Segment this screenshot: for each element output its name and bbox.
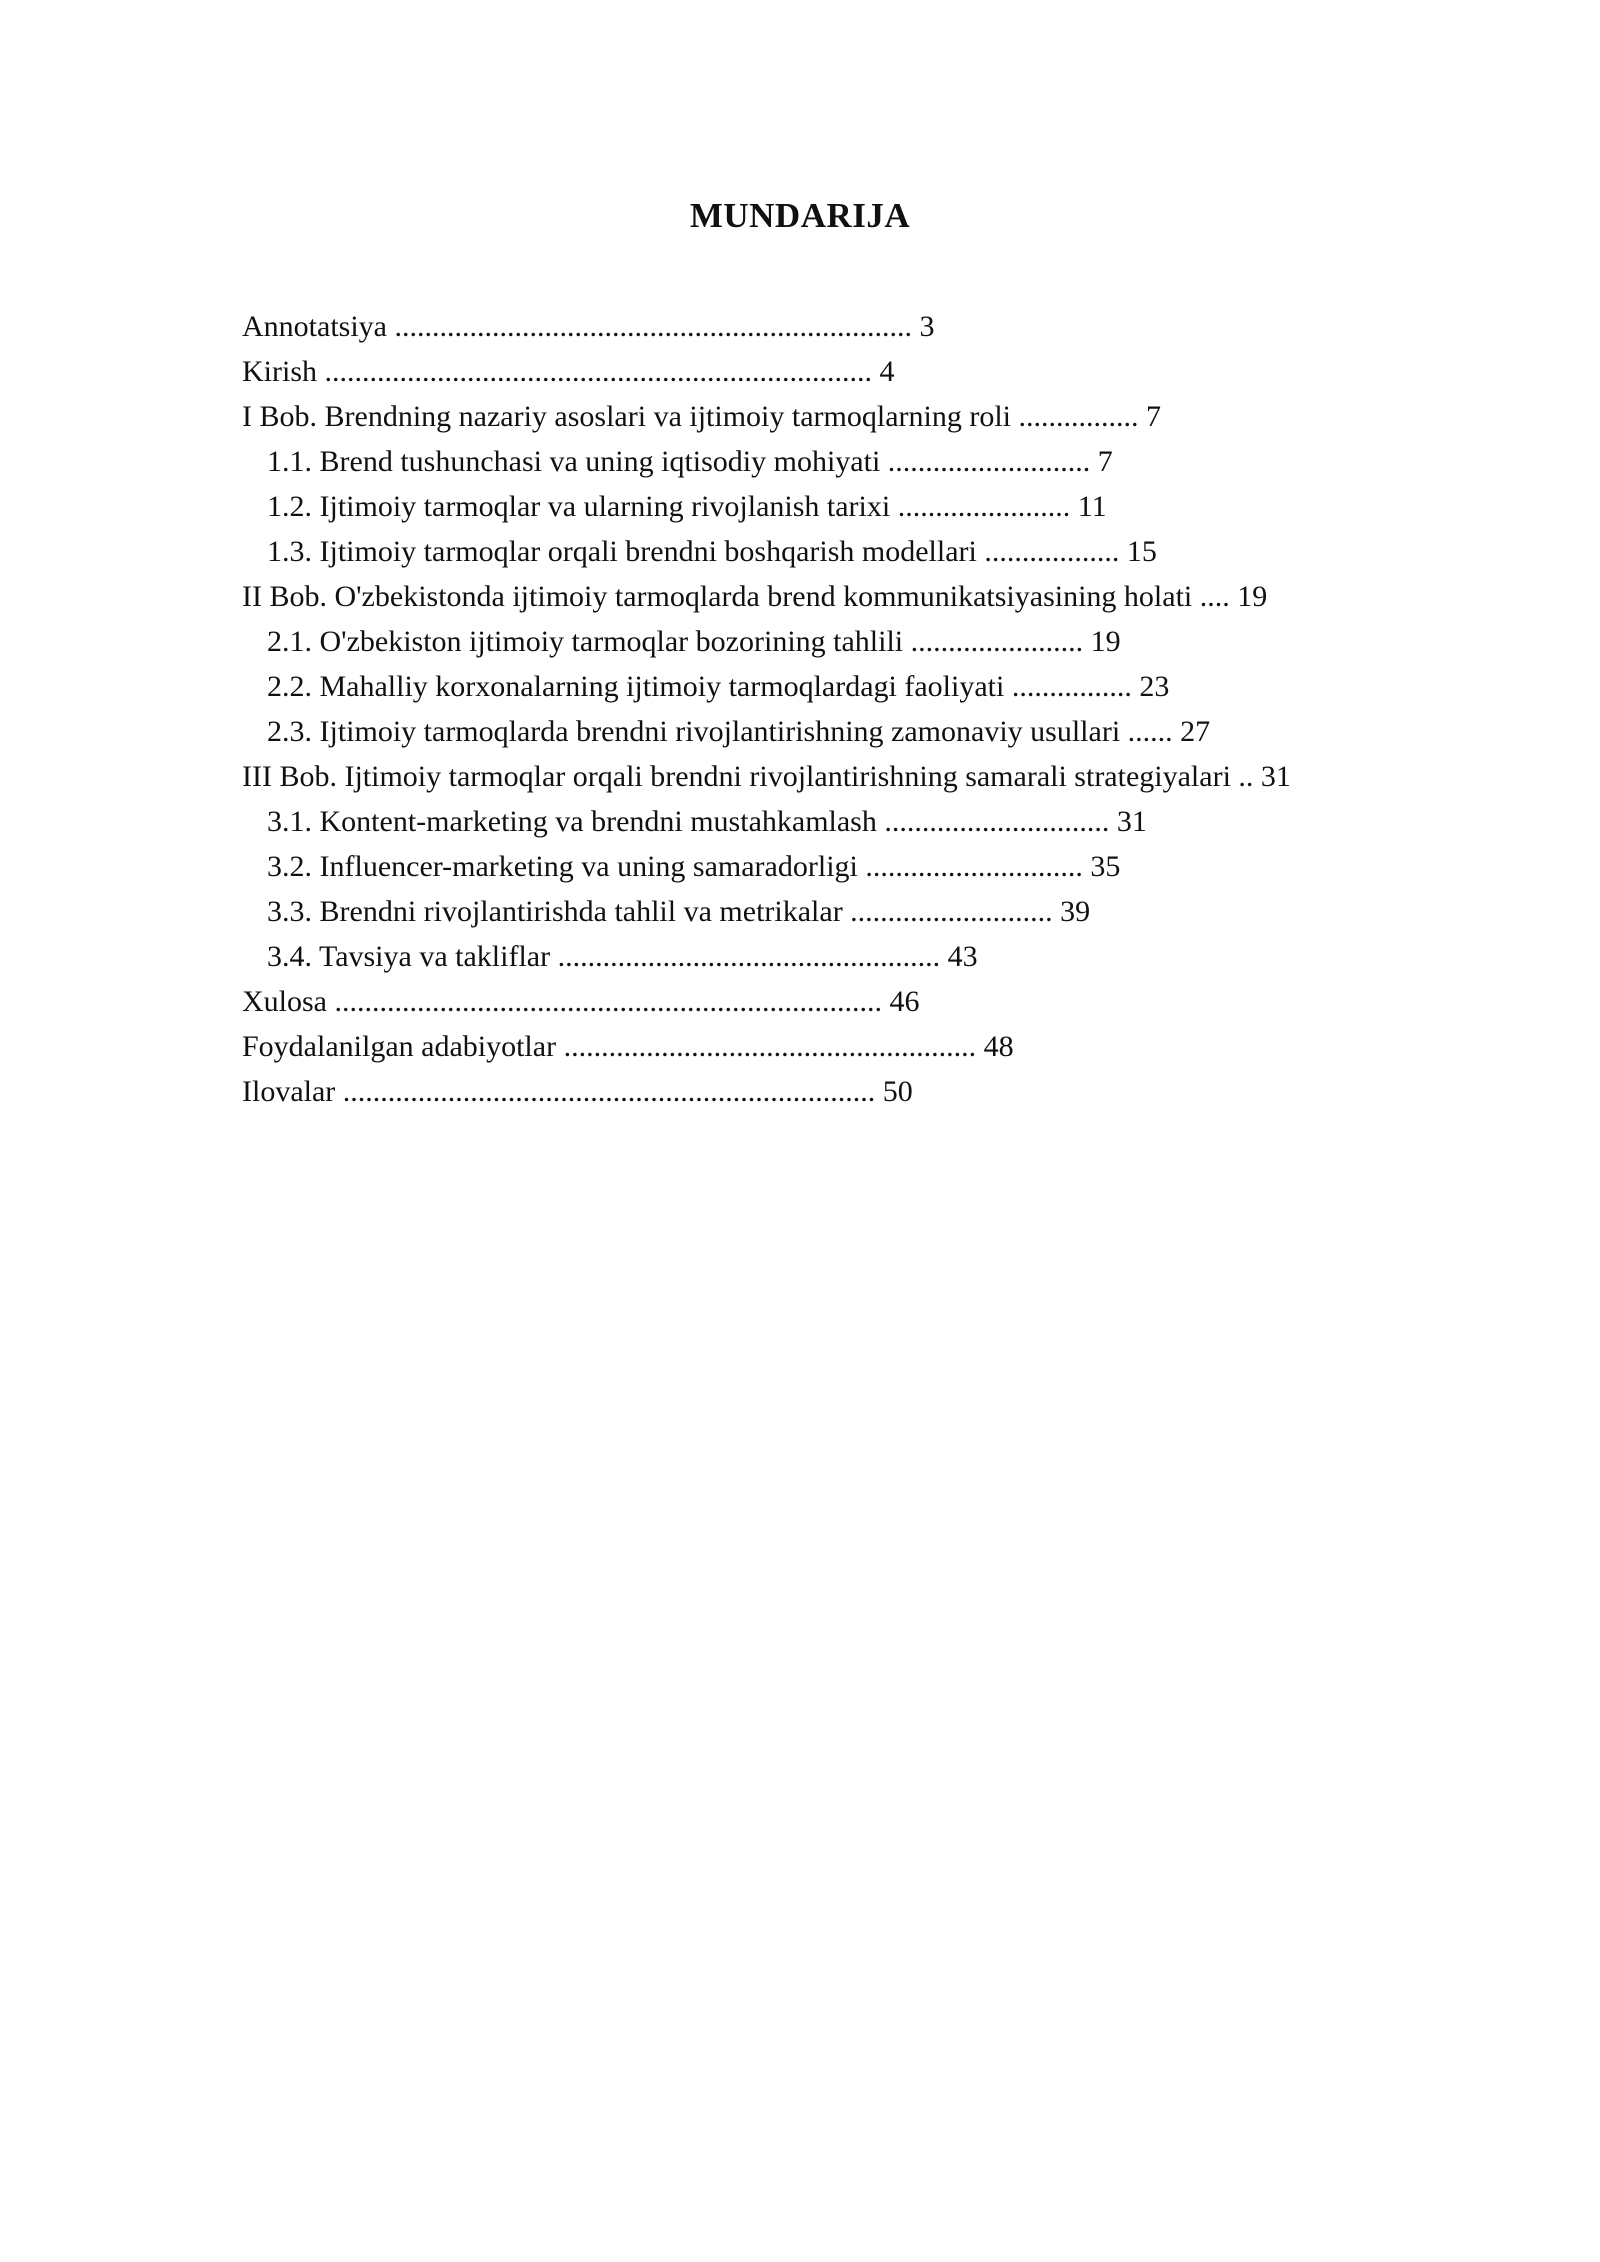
toc-entry-annotatsiya: Annotatsiya ..................................................................... 3 (242, 310, 935, 343)
toc-entry-kirish: Kirish ......................................................................... 4 (242, 355, 895, 388)
toc-entry-ilovalar: Ilovalar ....................................................................... 50 (242, 1075, 913, 1108)
toc-entry-section-2-1: 2.1. O'zbekiston ijtimoiy tarmoqlar bozorining tahlili ....................... 19 (267, 625, 1121, 658)
toc-entry-chapter-3: III Bob. Ijtimoiy tarmoqlar orqali brendni rivojlantirishning samarali strategiyalari .. 31 (242, 760, 1291, 793)
toc-entry-adabiyotlar: Foydalanilgan adabiyotlar ....................................................... 48 (242, 1030, 1014, 1063)
toc-entry-chapter-1: I Bob. Brendning nazariy asoslari va ijtimoiy tarmoqlarning roli ................ 7 (242, 400, 1161, 433)
page-title: MUNDARIJA (689, 196, 911, 235)
toc-entry-section-3-3: 3.3. Brendni rivojlantirishda tahlil va metrikalar ........................... 39 (267, 895, 1091, 928)
toc-entry-section-3-1: 3.1. Kontent-marketing va brendni mustahkamlash .............................. 31 (267, 805, 1147, 838)
toc-entry-section-2-2: 2.2. Mahalliy korxonalarning ijtimoiy tarmoqlardagi faoliyati ................ 23 (267, 670, 1170, 703)
toc-entry-section-1-2: 1.2. Ijtimoiy tarmoqlar va ularning rivojlanish tarixi ....................... 11 (267, 490, 1107, 523)
toc-entry-chapter-2: II Bob. O'zbekistonda ijtimoiy tarmoqlarda brend kommunikatsiyasining holati .... 19 (242, 580, 1268, 613)
toc-entry-section-3-2: 3.2. Influencer-marketing va uning samaradorligi ............................. 35 (267, 850, 1121, 883)
toc-entry-xulosa: Xulosa ......................................................................... 46 (242, 985, 920, 1018)
toc-entry-section-1-1: 1.1. Brend tushunchasi va uning iqtisodiy mohiyati ........................... 7 (267, 445, 1113, 478)
toc-entry-section-1-3: 1.3. Ijtimoiy tarmoqlar orqali brendni boshqarish modellari .................. 15 (267, 535, 1157, 568)
toc-entry-section-2-3: 2.3. Ijtimoiy tarmoqlarda brendni rivojlantirishning zamonaviy usullari ...... 27 (267, 715, 1211, 748)
toc-entry-section-3-4: 3.4. Tavsiya va takliflar ................................................... 43 (267, 940, 978, 973)
table-of-contents (242, 304, 1422, 1114)
